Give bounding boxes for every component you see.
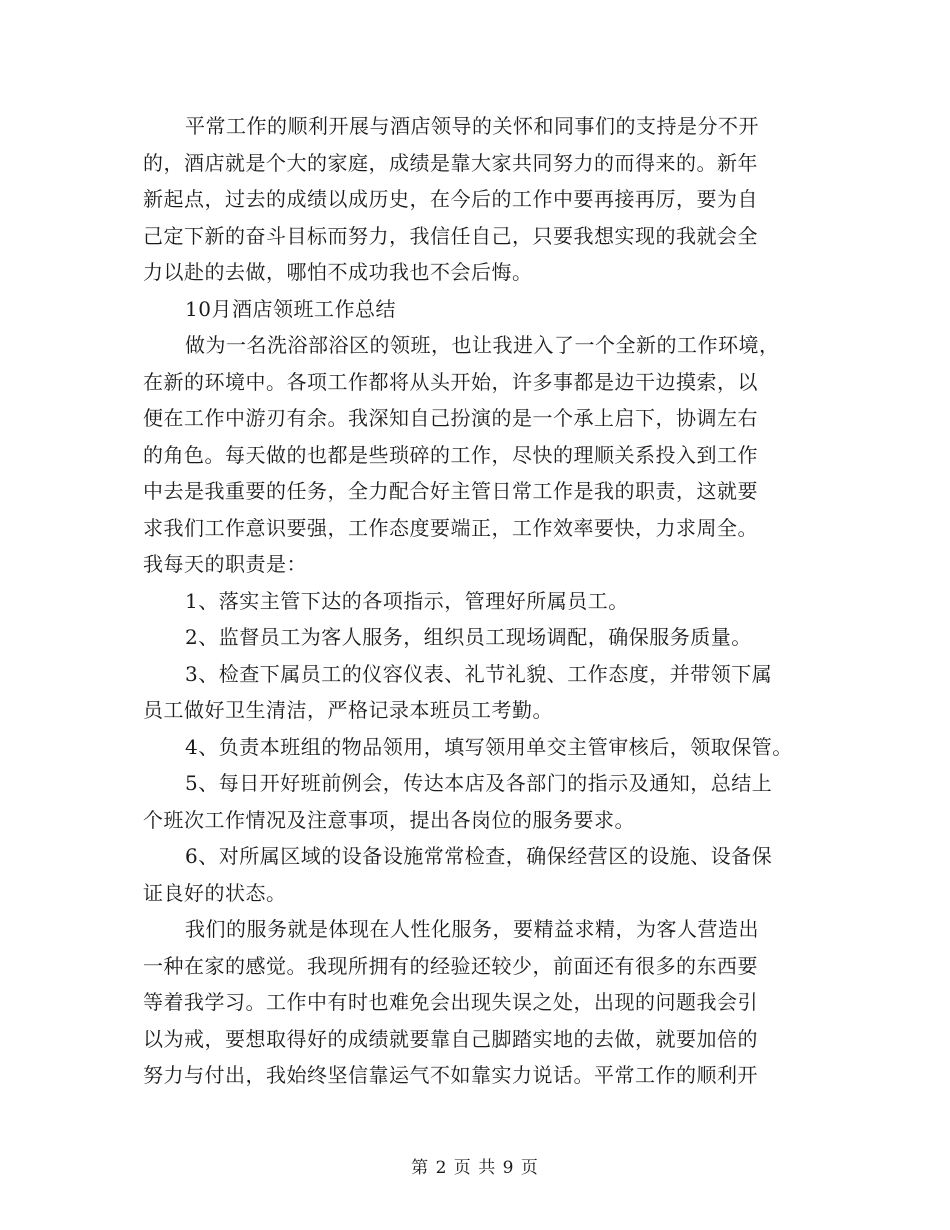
text-line: 中去是我重要的任务，全力配合好主管日常工作是我的职责，这就要	[143, 479, 758, 503]
text-line: 个班次工作情况及注意事项，提出各岗位的服务要求。	[143, 807, 635, 832]
list-item: 4、负责本班组的物品领用，填写领用单交主管审核后，领取保管。	[185, 734, 793, 759]
text-line: 便在工作中游刃有余。我深知自己扮演的是一个承上启下，协调左右	[143, 406, 758, 430]
text-line: 我们的服务就是体现在人性化服务，要精益求精，为客人营造出	[185, 917, 759, 941]
text-line: 证良好的状态。	[143, 880, 287, 905]
text-line: 的，酒店就是个大的家庭，成绩是靠大家共同努力的而得来的。新年	[143, 150, 758, 175]
list-item: 2、监督员工为客人服务，组织员工现场调配，确保服务质量。	[185, 625, 752, 649]
section-heading: 10月酒店领班工作总结	[185, 296, 396, 321]
text-line: 新起点，过去的成绩以成历史，在今后的工作中要再接再厉，要为自	[143, 187, 758, 211]
text-line: 平常工作的顺利开展与酒店领导的关怀和同事们的支持是分不开	[185, 114, 759, 138]
text-line: 等着我学习。工作中有时也难免会出现失误之处，出现的问题我会引	[143, 990, 758, 1014]
document-body	[143, 108, 823, 1094]
text-line: 求我们工作意识要强，工作态度要端正，工作效率要快，力求周全。	[143, 515, 758, 540]
text-line: 力以赴的去做，哪怕不成功我也不会后悔。	[143, 260, 533, 284]
text-line: 在新的环境中。各项工作都将从头开始，许多事都是边干边摸索，以	[143, 369, 758, 394]
list-item: 1、落实主管下达的各项指示，管理好所属员工。	[185, 588, 629, 613]
list-item: 6、对所属区域的设备设施常常检查，确保经营区的设施、设备保	[185, 844, 773, 868]
text-line: 己定下新的奋斗目标而努力，我信任自己，只要我想实现的我就会全	[143, 223, 758, 248]
list-item: 3、检查下属员工的仪容仪表、礼节礼貌、工作态度，并带领下属	[185, 661, 773, 686]
text-line: 努力与付出，我始终坚信靠运气不如靠实力说话。平常工作的顺利开	[143, 1063, 758, 1087]
text-line: 一种在家的感觉。我现所拥有的经验还较少，前面还有很多的东西要	[143, 953, 758, 978]
text-line: 以为戒，要想取得好的成绩就要靠自己脚踏实地的去做，就要加倍的	[143, 1026, 758, 1051]
text-line: 的角色。每天做的也都是些琐碎的工作，尽快的理顺关系投入到工作	[143, 442, 758, 467]
list-item: 5、每日开好班前例会，传达本店及各部门的指示及通知，总结上	[185, 771, 773, 795]
text-line: 做为一名洗浴部浴区的领班，也让我进入了一个全新的工作环境，	[185, 333, 780, 357]
page-number: 第 2 页 共 9 页	[411, 1158, 539, 1178]
text-line: 员工做好卫生清洁，严格记录本班员工考勤。	[143, 698, 553, 722]
text-line: 我每天的职责是：	[143, 552, 307, 576]
